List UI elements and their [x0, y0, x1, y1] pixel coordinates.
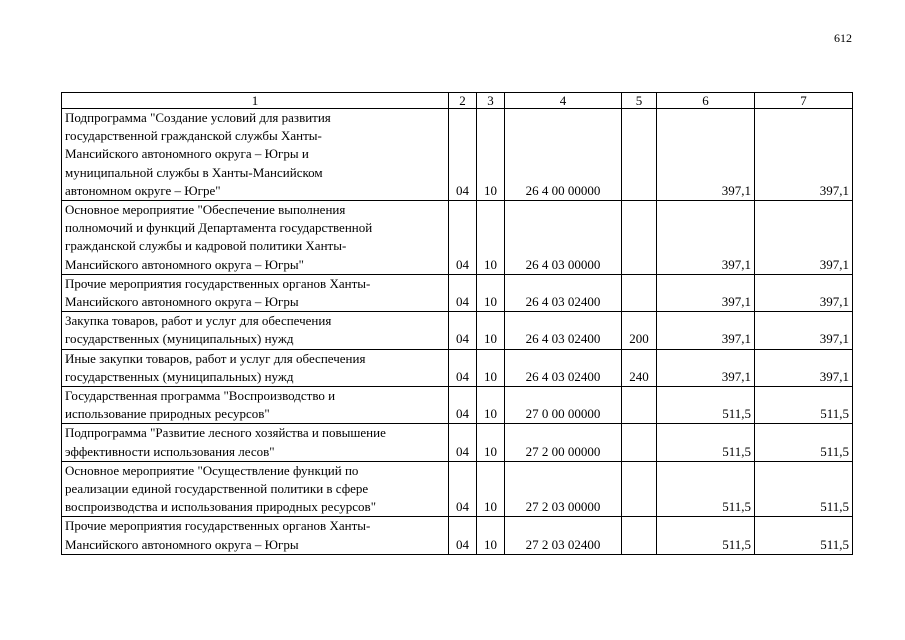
row-name: Прочие мероприятия государственных органов Ханты- Мансийского автономного округа – Югры — [62, 517, 449, 554]
row-amount-year1: 511,5 — [657, 387, 755, 424]
row-expense-type: 200 — [622, 312, 657, 349]
row-subsection: 10 — [477, 461, 505, 517]
table-row — [62, 461, 853, 517]
row-amount-year2: 397,1 — [755, 274, 853, 311]
table-header-row — [62, 93, 853, 109]
row-target-article: 26 4 03 02400 — [505, 349, 622, 386]
row-section: 04 — [449, 201, 477, 275]
header-col-1: 1 — [62, 93, 449, 109]
header-col-2: 2 — [449, 93, 477, 109]
row-subsection: 10 — [477, 424, 505, 461]
row-subsection: 10 — [477, 312, 505, 349]
row-expense-type — [622, 424, 657, 461]
row-subsection: 10 — [477, 517, 505, 554]
row-target-article: 26 4 03 02400 — [505, 274, 622, 311]
row-section: 04 — [449, 387, 477, 424]
row-amount-year1: 511,5 — [657, 517, 755, 554]
row-expense-type — [622, 387, 657, 424]
row-amount-year1: 397,1 — [657, 312, 755, 349]
row-amount-year2: 511,5 — [755, 517, 853, 554]
page-number: 612 — [834, 31, 852, 45]
row-target-article: 27 0 00 00000 — [505, 387, 622, 424]
row-amount-year2: 397,1 — [755, 109, 853, 201]
row-target-article: 26 4 00 00000 — [505, 109, 622, 201]
row-subsection: 10 — [477, 387, 505, 424]
table-row — [62, 349, 853, 386]
row-amount-year1: 397,1 — [657, 109, 755, 201]
row-name: Подпрограмма "Создание условий для развития государственной гражданской службы Ханты- Мансийского автономного округа – Югры и муниципальной службы в Ханты-Мансийском автономном округе – Югре" — [62, 109, 449, 201]
row-amount-year2: 397,1 — [755, 349, 853, 386]
row-amount-year1: 397,1 — [657, 349, 755, 386]
header-col-3: 3 — [477, 93, 505, 109]
table-row — [62, 387, 853, 424]
row-section: 04 — [449, 517, 477, 554]
row-subsection: 10 — [477, 109, 505, 201]
row-expense-type — [622, 461, 657, 517]
row-section: 04 — [449, 312, 477, 349]
row-target-article: 27 2 03 00000 — [505, 461, 622, 517]
row-subsection: 10 — [477, 201, 505, 275]
row-name: Основное мероприятие "Обеспечение выполнения полномочий и функций Департамента государственной гражданской службы и кадровой политики Ханты- Мансийского автономного округа – Югры" — [62, 201, 449, 275]
row-amount-year1: 511,5 — [657, 461, 755, 517]
header-col-5: 5 — [622, 93, 657, 109]
row-name: Подпрограмма "Развитие лесного хозяйства и повышение эффективности использования лесов" — [62, 424, 449, 461]
row-target-article: 26 4 03 00000 — [505, 201, 622, 275]
row-expense-type — [622, 274, 657, 311]
row-name: Прочие мероприятия государственных органов Ханты- Мансийского автономного округа – Югры — [62, 274, 449, 311]
row-target-article: 27 2 03 02400 — [505, 517, 622, 554]
table-row — [62, 424, 853, 461]
row-amount-year1: 397,1 — [657, 274, 755, 311]
row-amount-year2: 511,5 — [755, 461, 853, 517]
row-section: 04 — [449, 349, 477, 386]
table-row — [62, 274, 853, 311]
row-section: 04 — [449, 109, 477, 201]
table-row — [62, 109, 853, 201]
row-name: Иные закупки товаров, работ и услуг для обеспечения государственных (муниципальных) нужд — [62, 349, 449, 386]
table-row — [62, 201, 853, 275]
table-row — [62, 312, 853, 349]
row-expense-type: 240 — [622, 349, 657, 386]
row-amount-year2: 511,5 — [755, 387, 853, 424]
table-row — [62, 517, 853, 554]
header-col-6: 6 — [657, 93, 755, 109]
row-expense-type — [622, 201, 657, 275]
row-subsection: 10 — [477, 349, 505, 386]
row-name: Основное мероприятие "Осуществление функций по реализации единой государственной политики в сфере воспроизводства и использования природных ресурсов" — [62, 461, 449, 517]
budget-table — [61, 92, 853, 555]
row-name: Государственная программа "Воспроизводство и использование природных ресурсов" — [62, 387, 449, 424]
row-name: Закупка товаров, работ и услуг для обеспечения государственных (муниципальных) нужд — [62, 312, 449, 349]
row-target-article: 26 4 03 02400 — [505, 312, 622, 349]
row-amount-year2: 511,5 — [755, 424, 853, 461]
header-col-7: 7 — [755, 93, 853, 109]
row-amount-year1: 511,5 — [657, 424, 755, 461]
header-col-4: 4 — [505, 93, 622, 109]
row-amount-year1: 397,1 — [657, 201, 755, 275]
row-amount-year2: 397,1 — [755, 201, 853, 275]
row-expense-type — [622, 109, 657, 201]
row-expense-type — [622, 517, 657, 554]
row-subsection: 10 — [477, 274, 505, 311]
row-section: 04 — [449, 461, 477, 517]
row-section: 04 — [449, 274, 477, 311]
row-amount-year2: 397,1 — [755, 312, 853, 349]
row-section: 04 — [449, 424, 477, 461]
row-target-article: 27 2 00 00000 — [505, 424, 622, 461]
